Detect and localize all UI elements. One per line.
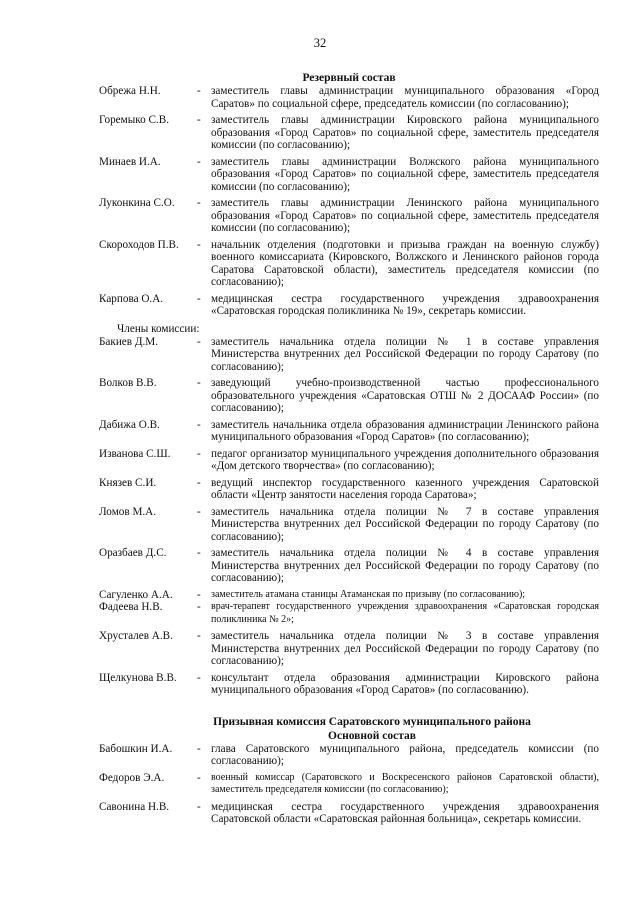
member-entry (99, 506, 599, 544)
person-entry (99, 85, 599, 110)
person-role: глава Саратовского муниципального района, председатель комиссии (по согласованию); (211, 742, 599, 767)
person-role: медицинская сестра государственного учреждения здравоохранения Саратовской области «Саратовская районная больница», секретарь комиссии. (211, 800, 599, 825)
member-entry (99, 477, 599, 502)
dash: - (197, 771, 201, 784)
person-role: ведущий инспектор государственного казенного учреждения Саратовской области «Центр занятости населения города Саратова»; (211, 476, 599, 501)
person-name: Карпова О.А. (99, 292, 164, 305)
member-entry (99, 589, 599, 602)
member-entry (99, 547, 599, 585)
person-name: Волков В.В. (99, 377, 157, 389)
person-name: Щелкунова В.В. (99, 671, 177, 684)
person-name: Скороходов П.В. (99, 238, 179, 251)
dash: - (197, 588, 201, 601)
dash: - (197, 238, 201, 251)
dash: - (197, 671, 201, 684)
member-entry (99, 630, 599, 668)
person-name: Савонина Н.В. (99, 800, 170, 813)
section-spacer (99, 701, 599, 715)
person-entry (99, 239, 599, 289)
person-name: Бакиев Д.М. (99, 335, 159, 348)
district-commission-heading: Призывная комиссия Саратовского муниципального района (213, 715, 531, 728)
member-entry (99, 336, 599, 374)
dash: - (197, 335, 201, 348)
dash: - (197, 476, 201, 489)
person-name: Бабошкин И.А. (99, 742, 173, 755)
person-name: Федоров Э.А. (99, 771, 165, 784)
person-role: заместитель начальника отдела полиции № 4 в составе управления Министерства внутренних дел Российской Федерации по городу Саратову (по согласованию); (211, 547, 599, 584)
person-name: Хрусталев А.В. (99, 630, 173, 642)
person-role: военный комиссар (Саратовского и Воскресенского районов Саратовской области), заместитель председателя комиссии (по согласованию); (211, 771, 599, 795)
person-entry (99, 293, 599, 318)
person-name: Князев С.И. (99, 476, 157, 489)
person-name: Изванова С.Ш. (99, 447, 171, 460)
member-entry (99, 377, 599, 415)
dash: - (197, 601, 201, 613)
person-name: Оразбаев Д.С. (99, 547, 167, 559)
person-entry (99, 156, 599, 194)
members-label: Члены комиссии: (117, 322, 200, 335)
dash: - (197, 85, 201, 97)
dash: - (197, 547, 201, 559)
person-role: педагог организатор муниципального учреждения дополнительного образования «Дом детского творчества» (по согласованию); (211, 447, 599, 472)
person-name: Обрежа Н.Н. (99, 85, 161, 97)
dash: - (197, 377, 201, 389)
dash: - (197, 155, 201, 168)
person-role: заместитель начальника отдела полиции № 3 в составе управления Министерства внутренних дел Российской Федерации по городу Саратову (по согласованию); (211, 630, 599, 667)
person-role: заведующий учебно-производственной частью профессионального образовательного учреждения «Саратовская ОТШ № 2 ДОСААФ России» (по согласованию); (211, 377, 599, 414)
dash: - (197, 742, 201, 755)
dash: - (197, 418, 201, 431)
person-entry (99, 114, 599, 152)
member-entry (99, 419, 599, 444)
person-role: заместитель начальника отдела образования администрации Ленинского района муниципального образования «Город Саратов» (по согласованию); (211, 418, 599, 443)
dash: - (197, 630, 201, 642)
person-entry (99, 743, 599, 768)
document-body (99, 71, 599, 830)
dash: - (197, 505, 201, 518)
page-number: 32 (313, 36, 327, 50)
person-name: Луконкина С.О. (99, 197, 175, 209)
person-entry (99, 772, 599, 797)
person-role: заместитель главы администрации Волжского района муниципального образования «Город Саратов» по социальной сфере, заместитель председателя комиссии (по согласованию); (211, 155, 599, 193)
person-role: заместитель главы администрации муниципального образования «Город Саратов» по социальной сфере, председатель комиссии (по согласованию); (211, 85, 599, 110)
person-role: медицинская сестра государственного учреждения здравоохранения «Саратовская городская поликлиника № 19», секретарь комиссии. (211, 292, 599, 317)
person-name: Дабижа О.В. (99, 418, 160, 431)
dash: - (197, 800, 201, 813)
dash: - (197, 292, 201, 305)
dash: - (197, 197, 201, 209)
person-name: Ломов М.А. (99, 505, 157, 518)
person-role: заместитель главы администрации Кировского района муниципального образования «Город Саратов» по социальной сфере, заместитель председателя комиссии (по согласованию); (211, 114, 599, 151)
person-name: Сагуленко А.А. (99, 588, 173, 601)
person-role: заместитель начальника отдела полиции № 7 в составе управления Министерства внутренних дел Российской Федерации по городу Саратову (по согласованию); (211, 505, 599, 543)
dash: - (197, 114, 201, 126)
person-role: начальник отделения (подготовки и призыва граждан на военную службу) военного комиссариата (Кировского, Волжского и Ленинского районов города Саратова Саратовской области), заместитель председателя комиссии (по согласованию); (211, 238, 599, 288)
reserve-heading: Резервный состав (302, 72, 396, 84)
person-role: консультант отдела образования администрации Кировского района муниципального образования «Город Саратов» (по согласованию). (211, 671, 599, 696)
person-name: Минаев И.А. (99, 155, 161, 168)
person-entry (99, 197, 599, 235)
person-role: заместитель начальника отдела полиции № 1 в составе управления Министерства внутренних дел Российской Федерации по городу Саратову (по согласованию); (211, 335, 599, 373)
person-name: Фадеева Н.В. (99, 601, 163, 613)
person-role: заместитель главы администрации Ленинского района муниципального образования «Город Саратов» по социальной сфере, заместитель председателя комиссии (по согласованию); (211, 197, 599, 234)
person-name: Горемыко С.В. (99, 114, 170, 126)
person-entry (99, 801, 599, 826)
district-commission-subheading: Основной состав (328, 729, 416, 742)
person-role: врач-терапевт государственного учреждения здравоохранения «Саратовская городская поликлиника № 2»; (211, 601, 599, 625)
member-entry (99, 601, 599, 626)
member-entry (99, 448, 599, 473)
member-entry (99, 672, 599, 697)
dash: - (197, 447, 201, 460)
person-role: заместитель атамана станицы Атаманская по призыву (по согласованию); (211, 588, 526, 600)
